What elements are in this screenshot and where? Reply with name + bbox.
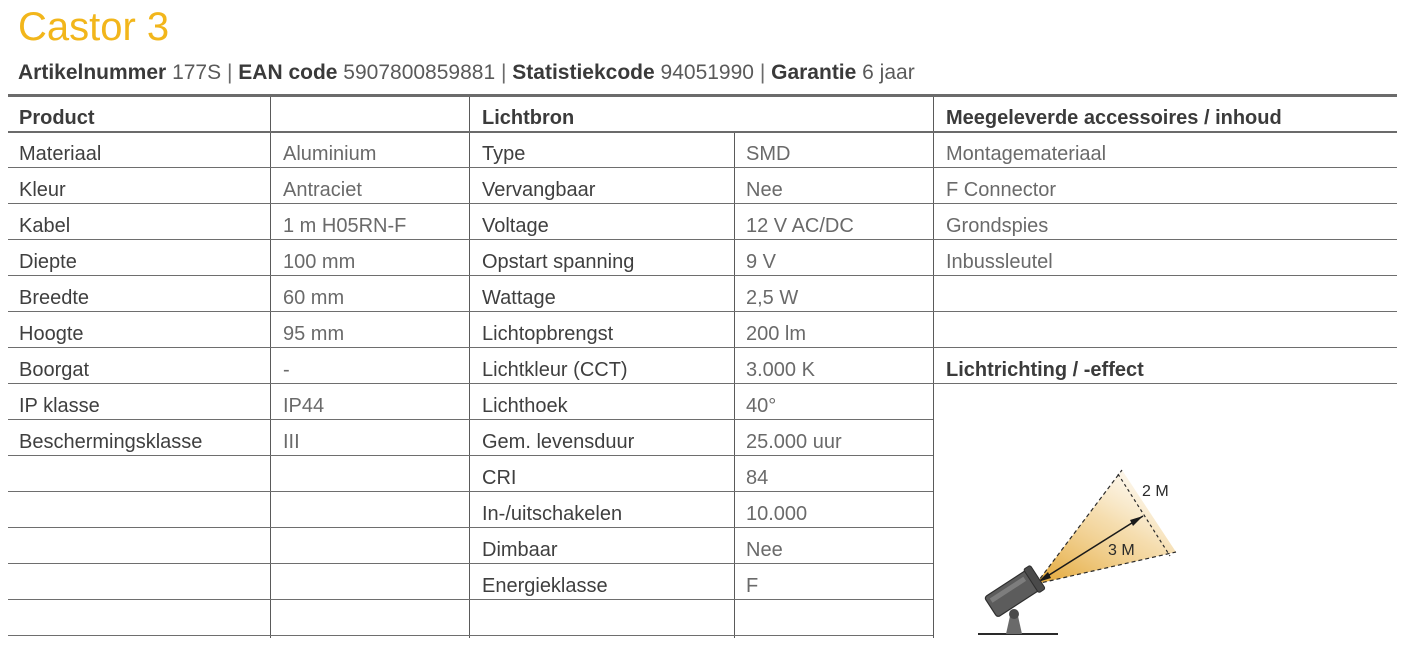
ean-label: EAN code [238,61,338,84]
lightsource-spec-label: Gem. levensduur [482,431,635,453]
article-label: Artikelnummer [18,61,167,84]
lightsource-spec-label: Voltage [482,215,549,237]
row-divider [933,167,1397,168]
product-spec-label: Boorgat [19,359,90,381]
accessories-header: Meegeleverde accessoires / inhoud [946,107,1282,129]
product-spec-value: Antraciet [283,179,362,201]
product-header: Product [19,107,95,129]
lightsource-header: Lichtbron [482,107,575,129]
product-spec-value: Aluminium [283,143,377,165]
warranty-label: Garantie [771,61,857,84]
row-divider [8,563,933,564]
product-spec-value: 95 mm [283,323,345,345]
product-spec-label: Beschermingsklasse [19,431,203,453]
row-divider [933,311,1397,312]
row-divider [8,383,933,384]
lightsource-spec-value: Nee [746,539,783,561]
row-divider [8,635,933,636]
light-direction-diagram [962,456,1202,638]
stat-label: Statistiekcode [512,61,655,84]
lightsource-spec-value: 9 V [746,251,777,273]
column-divider [270,97,271,638]
column-divider [933,97,934,638]
row-divider [8,167,933,168]
accessory-item: Montagemateriaal [946,143,1107,165]
product-spec-value: 1 m H05RN-F [283,215,407,237]
lightsource-spec-value: SMD [746,143,791,165]
separator: | [500,61,507,84]
separator: | [226,61,233,84]
row-divider [8,311,933,312]
ean-value: 5907800859881 [343,61,496,84]
page-title: Castor 3 [18,5,170,49]
row-divider [933,383,1397,384]
beam-width-label: 2 M [1142,483,1169,500]
lightsource-spec-value: 10.000 [746,503,808,525]
row-divider [8,527,933,528]
row-divider [8,455,933,456]
column-divider [734,131,735,638]
direction-header: Lichtrichting / -effect [946,359,1144,381]
lightsource-spec-value: F [746,575,759,597]
product-spec-label: Breedte [19,287,90,309]
row-divider [8,491,933,492]
lightsource-spec-label: Vervangbaar [482,179,596,201]
lightsource-spec-label: Dimbaar [482,539,558,561]
lightsource-spec-value: 25.000 uur [746,431,842,453]
product-spec-label: Hoogte [19,323,84,345]
lightsource-spec-label: Lichthoek [482,395,568,417]
product-spec-value: 60 mm [283,287,345,309]
product-spec-value: IP44 [283,395,325,417]
lightsource-spec-label: CRI [482,467,517,489]
accessory-item: Grondspies [946,215,1049,237]
product-spec-label: Kleur [19,179,66,201]
lightsource-spec-label: Opstart spanning [482,251,635,273]
lightsource-spec-label: Wattage [482,287,556,309]
lightsource-spec-label: Lichtopbrengst [482,323,614,345]
beam-distance-label: 3 M [1108,542,1135,559]
lightsource-spec-value: 200 lm [746,323,807,345]
lightsource-spec-value: 2,5 W [746,287,799,309]
lightsource-spec-value: Nee [746,179,783,201]
lightsource-spec-label: Type [482,143,526,165]
product-spec-label: IP klasse [19,395,100,417]
separator: | [759,61,766,84]
product-meta-line [18,60,915,86]
product-spec-label: Kabel [19,215,71,237]
lightsource-spec-label: Lichtkleur (CCT) [482,359,628,381]
row-divider [933,347,1397,348]
lightsource-spec-value: 12 V AC/DC [746,215,854,237]
product-spec-value: III [283,431,300,453]
lightsource-spec-value: 3.000 K [746,359,815,381]
row-divider [8,347,933,348]
accessory-item: F Connector [946,179,1057,201]
header-underline [8,131,1397,133]
product-spec-label: Diepte [19,251,77,273]
product-spec-value: - [283,359,290,381]
row-divider [8,275,933,276]
row-divider [933,203,1397,204]
lightsource-spec-value: 40° [746,395,777,417]
lightsource-spec-label: In-/uitschakelen [482,503,623,525]
row-divider [8,239,933,240]
article-value: 177S [172,61,222,84]
lightsource-spec-label: Energieklasse [482,575,608,597]
row-divider [933,239,1397,240]
accessory-item: Inbussleutel [946,251,1053,273]
row-divider [933,275,1397,276]
lightsource-spec-value: 84 [746,467,769,489]
warranty-value: 6 jaar [862,61,915,84]
row-divider [8,599,933,600]
product-spec-value: 100 mm [283,251,356,273]
stat-value: 94051990 [660,61,754,84]
row-divider [8,419,933,420]
column-divider [469,97,470,638]
row-divider [8,203,933,204]
product-spec-label: Materiaal [19,143,102,165]
